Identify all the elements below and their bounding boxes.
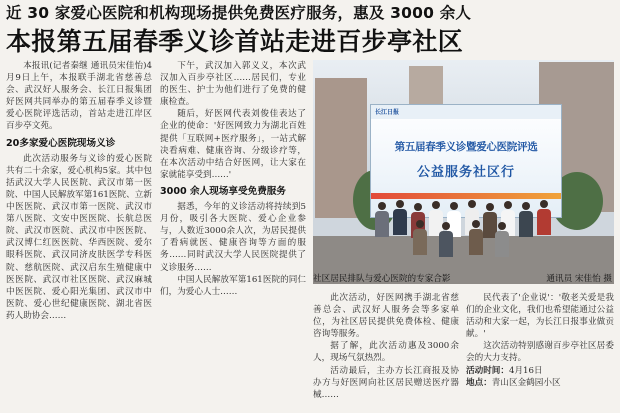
person — [439, 222, 453, 257]
banner-top-strip — [371, 105, 561, 119]
body-paragraph: 民代表了'企业说'：'敬老关爱是我们的企业文化，我们也希望能通过公益活动和大家一起，为长江日报事业做贡献。' — [466, 293, 614, 340]
event-photo — [313, 60, 614, 284]
article-kicker: 近 30 家爱心医院和机构现场提供免费医疗服务，惠及 3000 余人 — [6, 4, 472, 22]
event-time-label: 活动时间： — [466, 365, 509, 376]
body-paragraph: 活动最后，主办方长江商报及协办方与好医网向社区居民赠送医疗器械…… — [313, 365, 459, 400]
person — [537, 200, 551, 235]
photo-caption — [313, 272, 614, 285]
section-subhead: 3000 余人现场享受免费服务 — [160, 185, 286, 197]
body-paragraph: 这次活动特别感谢百步亭社区居委会的大力支持。 — [466, 341, 614, 364]
article-column-4 — [466, 292, 614, 410]
body-paragraph: 随后，好医网代表刘俊佳表达了企业的使命：'好医网致力为湖北百姓提供「互联网+医疗服务」，一站式解决看病难、健康咨询、分级诊疗等，在本次活动中结合好医网，让大家在家就能享受到……' — [160, 109, 306, 180]
banner-stripe — [371, 193, 561, 199]
person — [393, 200, 407, 235]
body-paragraph: 此次活动服务与义诊的爱心医院共有二十余家，爱心机构5家。其中包括武汉大学人民医院、武汉市第一医院、中国人民解放军第161医院、立新中医医院、武汉市第一医院、武汉市第八医院、文安中医医院、长航总医院、武汉市医院、武汉市中医医院、武汉博仁红医医院、华西医院、爱尔眼科医院、武汉同济皮肤医学专科医院、慈航医院、武汉启东生殖健康中医医院、武汉市社区医院、武汉麻城中医医院、爱心阳光集团、武汉市中医院、爱心世纪健康医院、湖北省医药人助协会…… — [6, 153, 152, 321]
photo-credit: 通讯员 宋佳怡 摄 — [546, 274, 612, 284]
person — [519, 202, 533, 237]
event-time-value: 4月16日 — [508, 365, 543, 376]
lead-paragraph: 本报讯(记者秦继 通讯员宋佳怡)4月9日上午，本报联手湖北省慈善总会、武汉好人服务会、长江日报集团好医网共同举办的第五届春季义诊暨爱心医院评选活动，首站走进江岸区百步亭文苑。 — [6, 61, 152, 132]
event-place — [466, 377, 614, 389]
body-paragraph: 中国人民解放军第161医院的同仁们，为爱心人士…… — [160, 274, 306, 297]
event-time — [466, 365, 614, 377]
person — [495, 222, 509, 257]
section-subhead: 20多家爱心医院现场义诊 — [6, 137, 116, 149]
body-paragraph: 下午，武汉加入郭义义，本次武汉加入百步亭社区……居民们，专业的医生、护士为他们进行了免费的健康检查。 — [160, 61, 306, 108]
event-place-value: 青山区金鹤园小区 — [491, 377, 561, 388]
article-column-2 — [160, 60, 306, 410]
person — [375, 202, 389, 237]
caption-text: 社区居民排队与爱心医院的专家合影 — [313, 274, 451, 284]
article-headline: 本报第五届春季义诊首站走进百步亭社区 — [6, 27, 464, 56]
event-place-label: 地点： — [466, 377, 492, 388]
person — [469, 220, 483, 255]
banner-title: 第五届春季义诊暨爱心医院评选 — [394, 141, 538, 153]
body-paragraph: 据了解，此次活动惠及3000余人，现场气氛热烈。 — [313, 341, 459, 364]
banner-subtitle: 公益服务社区行 — [416, 165, 515, 180]
body-paragraph: 此次活动，好医网携手湖北省慈善总会、武汉好人服务会等多家单位，为社区居民提供免费体检、健康咨询等服务。 — [313, 293, 459, 340]
person — [413, 220, 427, 255]
article-column-3 — [313, 292, 459, 410]
banner-logo: 长江日报 — [375, 109, 400, 116]
article-column-1 — [6, 60, 152, 410]
body-paragraph: 据悉，今年的义诊活动将持续到5月份，吸引各大医院、爱心企业参与，人数近3000余人次，为居民提供了看病就医、健康咨询等方面的服务……同时武汉大学人民医院提供了义诊服务…… — [160, 202, 306, 273]
